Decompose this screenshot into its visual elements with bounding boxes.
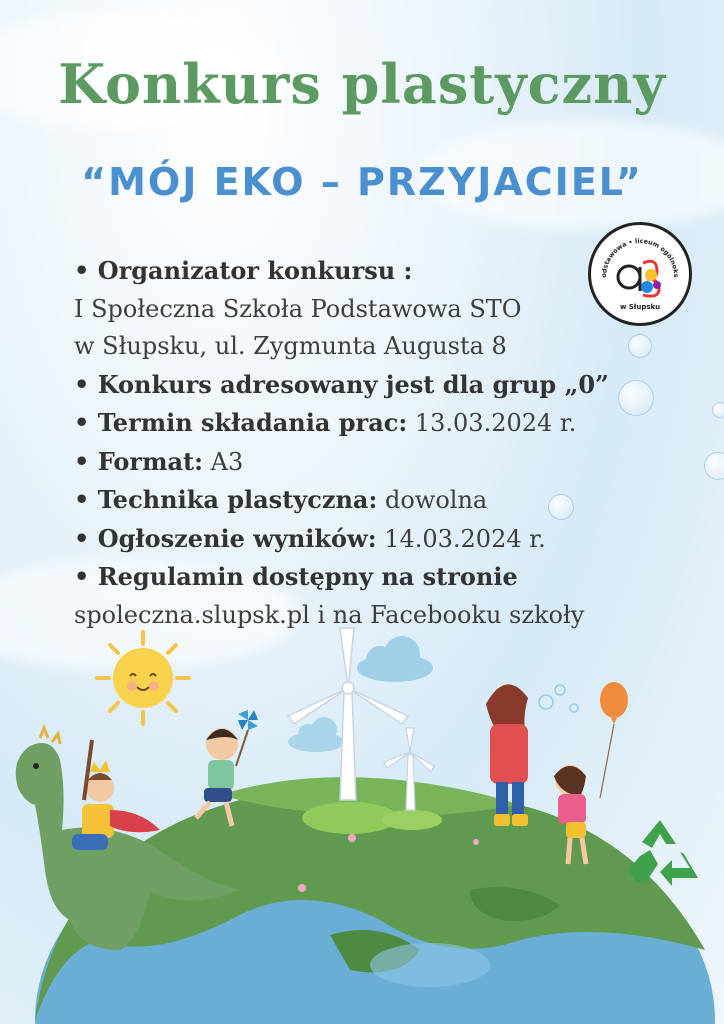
rules-value: spoleczna.slupsk.pl i na Facebooku szkoły <box>74 600 585 629</box>
results-info <box>74 520 674 559</box>
technique-label: • Technika plastyczna: <box>74 485 378 514</box>
organizer-line2: w Słupsku, ul. Zygmunta Augusta 8 <box>74 332 507 360</box>
pinwheel-icon <box>238 710 258 730</box>
format-info <box>74 443 674 482</box>
format-label: • Format: <box>74 446 203 476</box>
organizer-label: • Organizator konkursu : <box>74 256 413 285</box>
bubble-icon <box>618 380 654 416</box>
poster-title: Konkurs plastyczny <box>58 52 666 116</box>
technique-value: dowolna <box>384 486 488 514</box>
balloon-icon <box>600 682 628 724</box>
earth-illustration <box>0 620 724 1024</box>
addressed-info: • Konkurs adresowany jest dla grup „0” <box>74 369 609 399</box>
format-value: A3 <box>210 447 244 476</box>
poster-subtitle: “MÓJ EKO – PRZYJACIEL” <box>81 160 643 204</box>
deadline-info <box>74 404 674 443</box>
logo-city: w Słupsku <box>619 303 661 311</box>
bubble-icon <box>548 494 574 520</box>
hill-shape <box>382 810 442 830</box>
contest-info <box>74 252 674 634</box>
deadline-value: 13.03.2024 r. <box>414 409 577 437</box>
cloud-icon <box>357 636 433 682</box>
sun-icon <box>97 632 189 724</box>
organizer-line1: I Społeczna Szkoła Podstawowa STO <box>74 294 522 323</box>
deadline-label: • Termin składania prac: <box>74 408 408 437</box>
rules-label: • Regulamin dostępny na stronie <box>74 562 518 591</box>
results-value: 14.03.2024 r. <box>384 524 546 553</box>
logo-ring-text: odstawowa • liceum ogólnoks <box>599 236 681 278</box>
bubble-icon <box>628 334 652 358</box>
recycle-icon <box>628 820 698 886</box>
technique-info <box>74 481 674 520</box>
bubble-icon <box>704 452 724 480</box>
bubble-icon <box>712 402 724 418</box>
results-label: • Ogłoszenie wyników: <box>74 523 377 553</box>
